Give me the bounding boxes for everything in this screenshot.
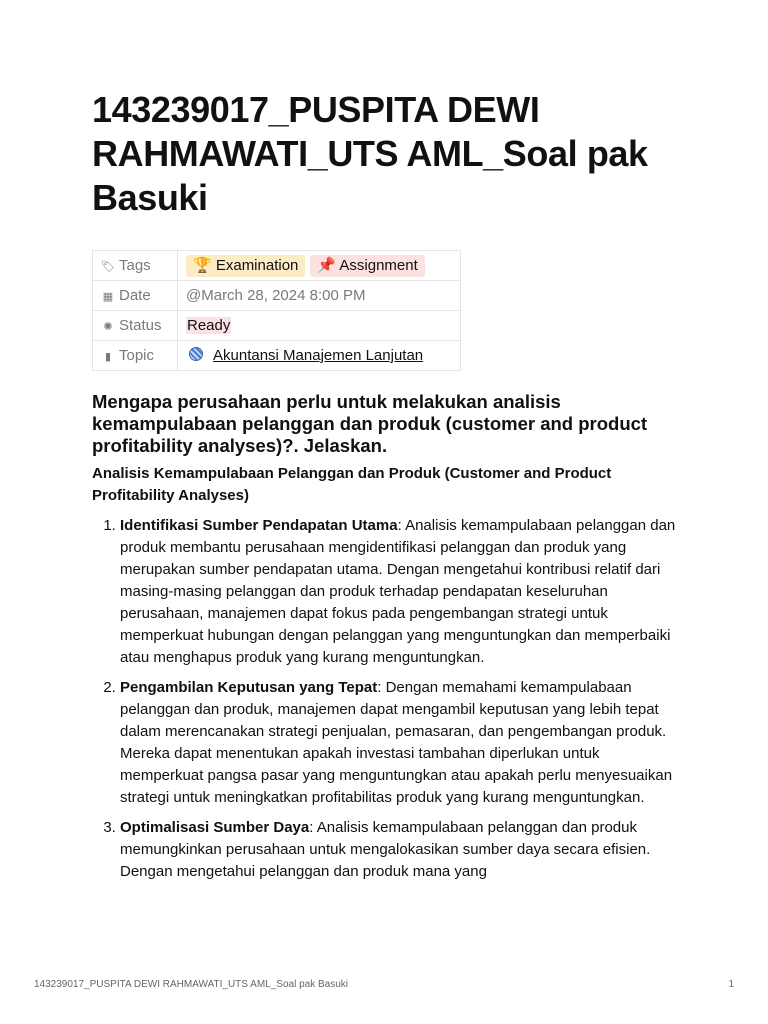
property-label: Topic <box>119 347 155 364</box>
list-item-term: Pengambilan Keputusan yang Tepat <box>120 679 378 696</box>
book-icon: ▮ <box>104 351 112 363</box>
list-item <box>120 515 678 669</box>
list-item-text: : Analisis kemampulabaan pelanggan dan produk membantu perusahaan mengidentifikasi pelanggan dan produk yang merupakan sumber pendapatan utama. Dengan mengetahui kontribusi relatif dari masing-masing pelanggan dan produk terhadap pendapatan keseluruhan perusahaan, manajemen dapat fokus pada pengembangan strategi untuk memperkuat hubungan dengan pelanggan yang menguntungkan dan memperbaiki atau menghapus produk yang kurang menguntungkan. <box>120 517 676 666</box>
status-badge[interactable]: Ready <box>187 317 231 334</box>
list-item-term: Identifikasi Sumber Pendapatan Utama <box>120 517 398 534</box>
page-title: 143239017_PUSPITA DEWI RAHMAWATI_UTS AML_Soal pak Basuki <box>92 89 648 218</box>
list-item <box>120 677 678 809</box>
calendar-icon: ▦ <box>102 291 114 303</box>
section-subheading: Analisis Kemampulabaan Pelanggan dan Produk (Customer and Product Profitability Analyses) <box>92 465 612 504</box>
document-page <box>92 88 678 891</box>
globe-icon <box>189 347 203 361</box>
list-item <box>120 817 678 883</box>
page-footer <box>34 979 734 990</box>
property-row-date <box>93 281 461 311</box>
page-number: 1 <box>728 979 734 990</box>
date-value[interactable]: @March 28, 2024 8:00 PM <box>186 287 366 304</box>
tag-assignment[interactable]: 📌 Assignment <box>310 255 424 277</box>
property-label: Tags <box>119 257 151 274</box>
list-item-text: : Dengan memahami kemampulabaan pelanggan dan produk, manajemen dapat mengambil keputusan yang lebih tepat dalam merencanakan strategi penjualan, pemasaran, dan pengembangan produk. Mereka dapat menentukan apakah investasi tambahan diperlukan untuk memperkuat pangsa pasar yang menguntungkan atau apakah perlu menyesuaikan strategi untuk meningkatkan profitabilitas produk yang kurang menguntungkan. <box>120 679 673 806</box>
property-label: Status <box>119 317 162 334</box>
property-row-tags <box>93 251 461 281</box>
properties-table <box>92 250 461 371</box>
footer-title: 143239017_PUSPITA DEWI RAHMAWATI_UTS AML_Soal pak Basuki <box>34 979 349 990</box>
numbered-list <box>92 515 678 883</box>
topic-link[interactable]: Akuntansi Manajemen Lanjutan <box>213 347 424 364</box>
property-row-status <box>93 311 461 341</box>
property-row-topic <box>93 341 461 371</box>
list-item-term: Optimalisasi Sumber Daya <box>120 819 310 836</box>
list-item-text: : Analisis kemampulabaan pelanggan dan produk memungkinkan perusahaan untuk mengalokasikan sumber daya secara efisien. Dengan mengetahui pelanggan dan produk mana yang <box>120 819 651 880</box>
tag-examination[interactable]: 🏆 Examination <box>186 255 305 277</box>
loader-icon: ✺ <box>103 321 113 333</box>
tag-icon: 🏷 <box>101 261 115 273</box>
question-heading: Mengapa perusahaan perlu untuk melakukan analisis kemampulabaan pelanggan dan produk (customer and product profitability analyses)?. Jelaskan. <box>92 391 648 456</box>
property-label: Date <box>119 287 151 304</box>
